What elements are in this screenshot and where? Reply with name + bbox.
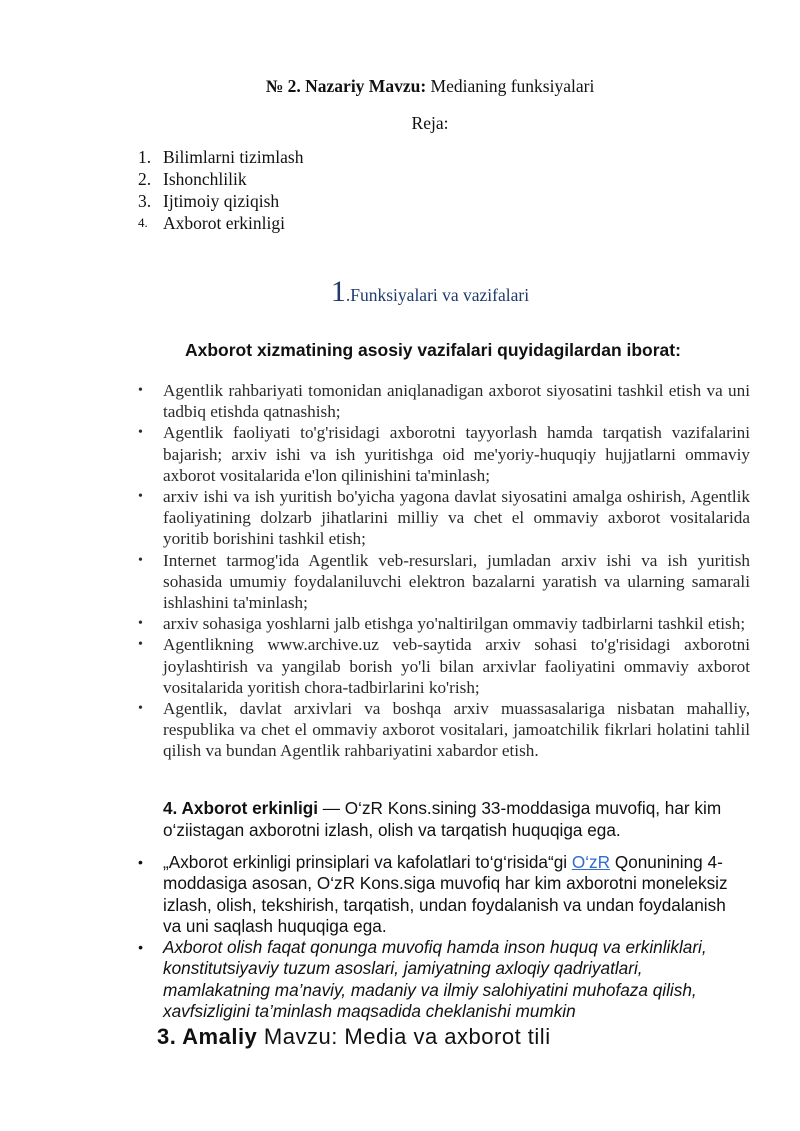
plan-item-text: Bilimlarni tizimlash — [163, 147, 304, 167]
plan-list — [138, 146, 303, 234]
freedom-heading: 4. Axborot erkinligi — [163, 798, 319, 818]
plan-item-number: 3. — [138, 191, 152, 211]
next-topic-rest: Mavzu: Media va axborot tili — [257, 1024, 551, 1049]
list-item-text-after: Qonunining 4-moddasiga asosan, O‘zR Kons.siga muvofiq har kim axborotni moneleksiz izlash, olish, tekshirish, tarqatish, undan foydalanish va undan foydalanish va uni saqlash huquqiga ega. — [163, 852, 728, 936]
list-item — [138, 852, 748, 937]
law-link[interactable]: O‘zR — [571, 852, 611, 872]
section-number: 1 — [330, 275, 346, 308]
list-item: • Agentlik rahbariyati tomonidan aniqlanadigan axborot siyosatini tashkil etish va uni tadbiq etishda qatnashish; — [138, 380, 750, 422]
title-rest: Medianing funksiyalari — [426, 76, 595, 96]
page-title — [0, 76, 800, 97]
freedom-list — [138, 852, 748, 1022]
freedom-paragraph — [163, 798, 743, 841]
duties-list — [138, 380, 750, 762]
next-topic-bold: 3. Amaliy — [157, 1024, 258, 1049]
plan-item — [138, 146, 303, 168]
plan-item — [138, 212, 303, 234]
list-item: • Axborot olish faqat qonunga muvofiq hamda inson huquq va erkinliklari, konstitutsiyaviy tuzum asoslari, jamiyatning axloqiy qadriyatlari, mamlakatning ma’naviy, madaniy va ilmiy salohiyatini muhofaza qilish, xavfsizligini ta’minlash maqsadida cheklanishi mumkin — [138, 937, 748, 1022]
plan-item-number: 4. — [138, 215, 148, 230]
title-bold: № 2. Nazariy Mavzu: — [265, 76, 427, 96]
list-item-text-before: „Axborot erkinligi prinsiplari va kafolatlari to‘g‘risida“gi — [163, 852, 572, 872]
plan-item — [138, 190, 303, 212]
plan-item — [138, 168, 303, 190]
subheading: Axborot xizmatining asosiy vazifalari quyidagilardan iborat: — [185, 340, 681, 360]
list-item: • Internet tarmog'ida Agentlik veb-resurslari, jumladan arxiv ishi va ish yuritish sohasida umumiy foydalaniluvchi elektron bazalarni yaratish va ularning samarali ishlashini ta'minlash; — [138, 550, 750, 614]
list-item: • Agentlik, davlat arxivlari va boshqa arxiv muassasalariga nisbatan mahalliy, respublika va chet el ommaviy axborot vositalari, jamoatchilik fikrlari holatini tahlil qilish va bundan Agentlik rahbariyatini xabardor etish. — [138, 698, 750, 762]
plan-item-number: 2. — [138, 169, 152, 189]
next-topic-heading — [157, 1024, 551, 1050]
section-heading — [0, 275, 800, 309]
plan-item-text: Ijtimoiy qiziqish — [163, 191, 280, 211]
freedom-text: — O‘zR Kons.sining 33-moddasiga muvofiq, har kim o‘ziistagan axborotni izlash, olish va tarqatish huquqiga ega. — [163, 798, 722, 840]
plan-item-number: 1. — [138, 147, 152, 167]
plan-item-text: Axborot erkinligi — [163, 213, 285, 233]
list-item: • arxiv sohasiga yoshlarni jalb etishga yo'naltirilgan ommaviy tadbirlarni tashkil etish; — [138, 613, 750, 634]
section-title: .Funksiyalari va vazifalari — [345, 285, 530, 305]
plan-heading: Reja: — [411, 113, 449, 133]
list-item: • Agentlikning www.archive.uz veb-saytida arxiv sohasi to'g'risidagi axborotni joylashtirish va yangilab borish yo'li bilan arxivlar faoliyatini ommaviy axborot vositalarida yoritish chora-tadbirlarini ko'rish; — [138, 634, 750, 698]
list-item: • arxiv ishi va ish yuritish bo'yicha yagona davlat siyosatini amalga oshirish, Agentlik faoliyatining dolzarb jihatlarini milliy va chet el ommaviy axborot vositalarida yoritib borishini tashkil etish; — [138, 486, 750, 550]
list-item: • Agentlik faoliyati to'g'risidagi axborotni tayyorlash hamda tarqatish vazifalarini bajarish; arxiv ishi va ish yuritishga oid me'yoriy-huquqiy hujjatlarni ommaviy axborot vositalarida e'lon qilinishini ta'minlash; — [138, 422, 750, 486]
plan-item-text: Ishonchlilik — [163, 169, 247, 189]
